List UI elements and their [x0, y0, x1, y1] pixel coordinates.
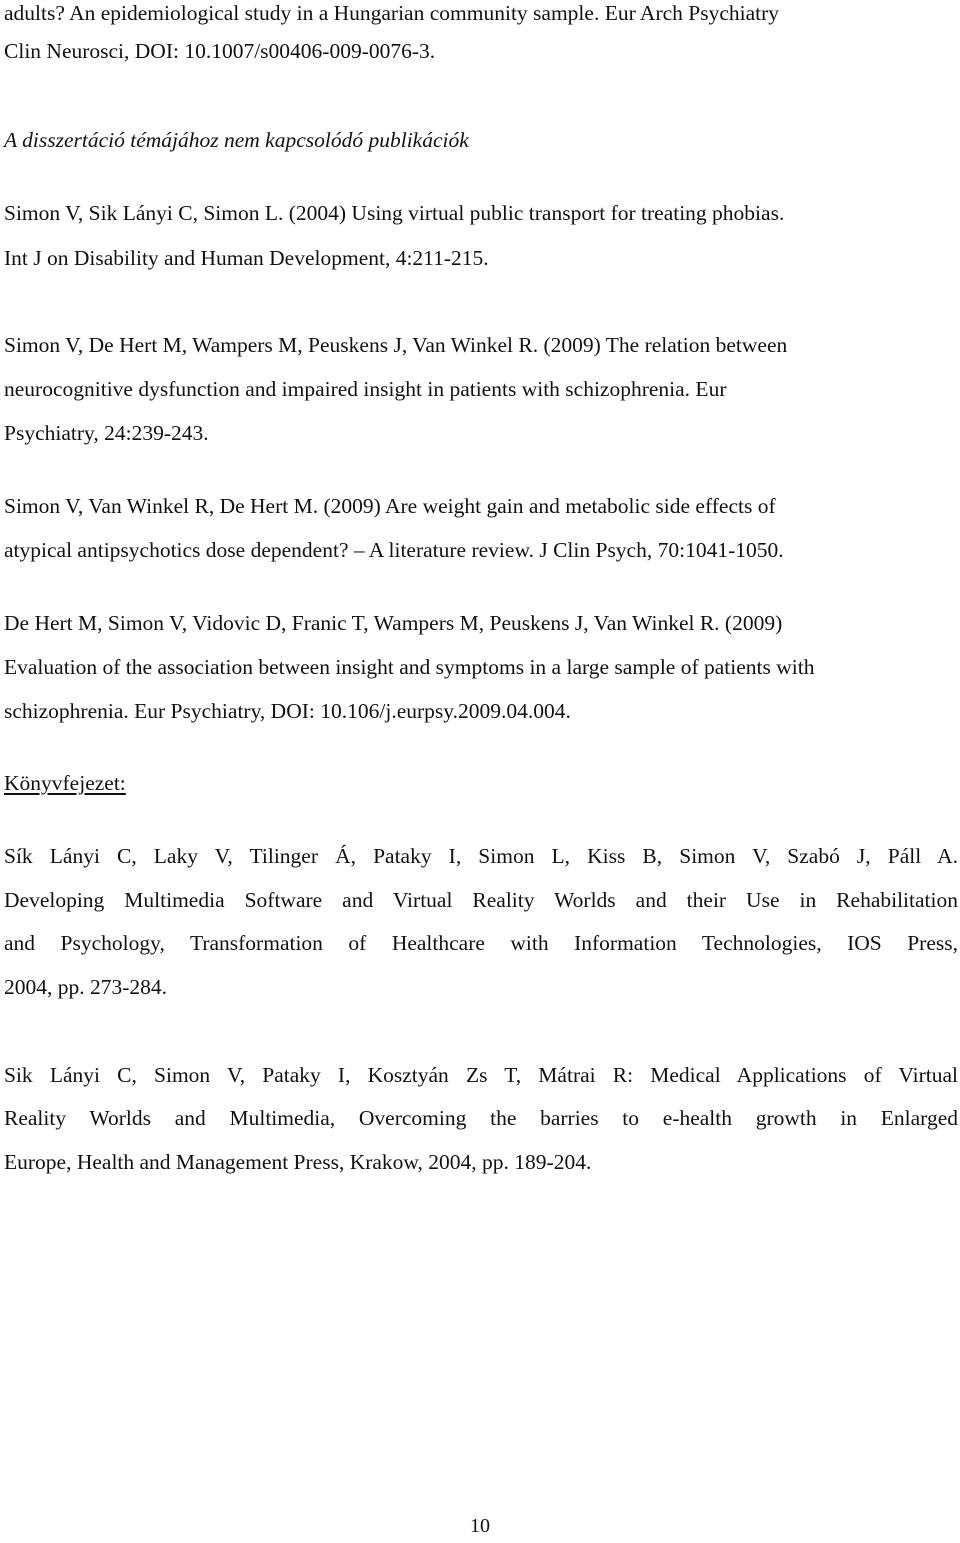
text-line: Developing Multimedia Software and Virtual Reality Worlds and their Use in Rehabilitation: [4, 888, 958, 912]
text-line: and Psychology, Transformation of Healthcare with Information Technologies, IOS Press,: [4, 931, 958, 955]
book-chapter-heading-row: [4, 770, 960, 796]
text-line: Psychiatry, 24:239-243.: [4, 421, 209, 445]
text-line: Simon V, Sik Lányi C, Simon L. (2004) Using virtual public transport for treating phobias.: [4, 201, 785, 225]
book-chapter-heading: Könyvfejezet:: [4, 771, 126, 795]
text-line: De Hert M, Simon V, Vidovic D, Franic T, Wampers M, Peuskens J, Van Winkel R. (2009): [4, 611, 783, 635]
text-line: Europe, Health and Management Press, Krakow, 2004, pp. 189-204.: [4, 1150, 592, 1174]
text-line: neurocognitive dysfunction and impaired insight in patients with schizophrenia. Eur: [4, 377, 727, 401]
text-line: adults? An epidemiological study in a Hungarian community sample. Eur Arch Psychiatry: [4, 1, 780, 25]
page-number: 10: [470, 1515, 490, 1537]
text-line: Simon V, Van Winkel R, De Hert M. (2009) Are weight gain and metabolic side effects of: [4, 494, 776, 518]
text-line: Int J on Disability and Human Development, 4:211-215.: [4, 246, 489, 270]
text-line: Reality Worlds and Multimedia, Overcoming the barries to e-health growth in Enlarged: [4, 1106, 958, 1130]
text-line: schizophrenia. Eur Psychiatry, DOI: 10.106/j.eurpsy.2009.04.004.: [4, 699, 571, 723]
section-heading: A disszertáció témájához nem kapcsolódó publikációk: [4, 128, 469, 152]
text-line: 2004, pp. 273-284.: [4, 975, 168, 999]
text-line: Simon V, De Hert M, Wampers M, Peuskens J, Van Winkel R. (2009) The relation between: [4, 333, 788, 357]
text-line: Evaluation of the association between insight and symptoms in a large sample of patients with: [4, 655, 815, 679]
text-line: Sik Lányi C, Simon V, Pataky I, Kosztyán Zs T, Mátrai R: Medical Applications of Virtual: [4, 1063, 958, 1087]
text-line: atypical antipsychotics dose dependent? – A literature review. J Clin Psych, 70:1041-1050.: [4, 538, 784, 562]
text-line: Clin Neurosci, DOI: 10.1007/s00406-009-0076-3.: [4, 39, 436, 63]
text-line: Sík Lányi C, Laky V, Tilinger Á, Pataky I, Simon L, Kiss B, Simon V, Szabó J, Páll A.: [4, 844, 958, 868]
